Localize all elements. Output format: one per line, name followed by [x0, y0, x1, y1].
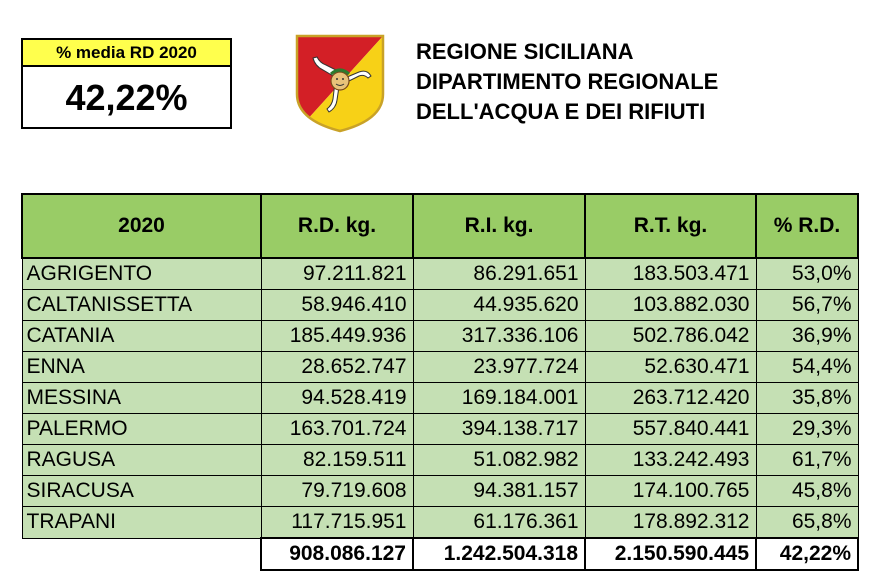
rd-value: 94.528.419	[261, 383, 413, 414]
summary-box	[21, 38, 232, 129]
pct-rd-value: 36,9%	[756, 321, 858, 352]
province-name: CALTANISSETTA	[22, 290, 261, 321]
rd-value: 185.449.936	[261, 321, 413, 352]
pct-rd-value: 29,3%	[756, 414, 858, 445]
waste-collection-table	[21, 193, 859, 571]
province-name: CATANIA	[22, 321, 261, 352]
pct-rd-value: 54,4%	[756, 352, 858, 383]
province-name: MESSINA	[22, 383, 261, 414]
table-row	[22, 507, 858, 539]
table-row	[22, 414, 858, 445]
province-name: AGRIGENTO	[22, 258, 261, 290]
col-header-year: 2020	[22, 194, 261, 258]
rt-value: 183.503.471	[585, 258, 756, 290]
trinacria-coat-of-arms-icon	[293, 32, 387, 134]
ri-value: 23.977.724	[413, 352, 585, 383]
pct-rd-value: 45,8%	[756, 476, 858, 507]
province-name: TRAPANI	[22, 507, 261, 539]
total-ri: 1.242.504.318	[413, 538, 585, 570]
summary-label: % media RD 2020	[23, 40, 230, 67]
totals-spacer	[22, 538, 261, 570]
rd-value: 163.701.724	[261, 414, 413, 445]
rt-value: 174.100.765	[585, 476, 756, 507]
rt-value: 52.630.471	[585, 352, 756, 383]
organization-header	[416, 37, 718, 127]
col-header-ri: R.I. kg.	[413, 194, 585, 258]
table-row	[22, 445, 858, 476]
province-name: PALERMO	[22, 414, 261, 445]
rt-value: 502.786.042	[585, 321, 756, 352]
rd-value: 28.652.747	[261, 352, 413, 383]
rd-value: 82.159.511	[261, 445, 413, 476]
department-name: DIPARTIMENTO REGIONALE	[416, 69, 719, 94]
table-row	[22, 290, 858, 321]
rt-value: 557.840.441	[585, 414, 756, 445]
total-pct-rd: 42,22%	[756, 538, 858, 570]
region-name: REGIONE SICILIANA	[416, 39, 634, 64]
pct-rd-value: 53,0%	[756, 258, 858, 290]
province-name: ENNA	[22, 352, 261, 383]
rd-value: 97.211.821	[261, 258, 413, 290]
ri-value: 61.176.361	[413, 507, 585, 539]
summary-value: 42,22%	[65, 77, 188, 118]
rd-value: 58.946.410	[261, 290, 413, 321]
pct-rd-value: 61,7%	[756, 445, 858, 476]
province-name: RAGUSA	[22, 445, 261, 476]
table-row	[22, 476, 858, 507]
table-row	[22, 321, 858, 352]
col-header-rt: R.T. kg.	[585, 194, 756, 258]
ri-value: 86.291.651	[413, 258, 585, 290]
total-rd: 908.086.127	[261, 538, 413, 570]
rd-value: 117.715.951	[261, 507, 413, 539]
table-row	[22, 383, 858, 414]
col-header-rd: R.D. kg.	[261, 194, 413, 258]
province-name: SIRACUSA	[22, 476, 261, 507]
table-row	[22, 352, 858, 383]
total-rt: 2.150.590.445	[585, 538, 756, 570]
ri-value: 317.336.106	[413, 321, 585, 352]
ri-value: 169.184.001	[413, 383, 585, 414]
ri-value: 94.381.157	[413, 476, 585, 507]
rt-value: 263.712.420	[585, 383, 756, 414]
ri-value: 394.138.717	[413, 414, 585, 445]
ri-value: 51.082.982	[413, 445, 585, 476]
pct-rd-value: 35,8%	[756, 383, 858, 414]
rt-value: 133.242.493	[585, 445, 756, 476]
department-subtitle: DELL'ACQUA E DEI RIFIUTI	[416, 99, 706, 124]
rt-value: 178.892.312	[585, 507, 756, 539]
table-header-row	[22, 194, 858, 258]
rt-value: 103.882.030	[585, 290, 756, 321]
col-header-pct-rd: % R.D.	[756, 194, 858, 258]
table-row	[22, 258, 858, 290]
ri-value: 44.935.620	[413, 290, 585, 321]
pct-rd-value: 65,8%	[756, 507, 858, 539]
totals-row	[22, 538, 858, 570]
rd-value: 79.719.608	[261, 476, 413, 507]
pct-rd-value: 56,7%	[756, 290, 858, 321]
